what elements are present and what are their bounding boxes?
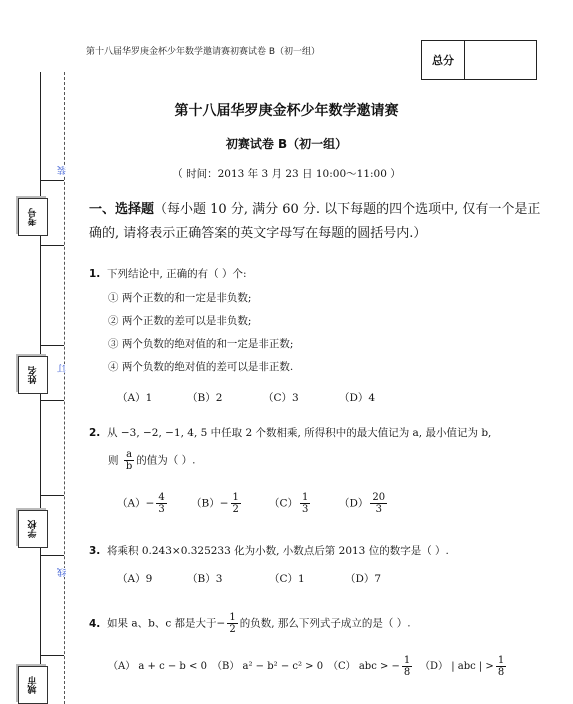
option-a: （A）1 [117,392,153,404]
school-label: 学校 [18,510,48,548]
option-a: （A）− $\frac{4}{3}$ [117,492,165,515]
answer-options [108,655,508,678]
question-number: 1. [89,268,101,280]
option-b: （B）− $\frac{1}{2}$ [191,492,239,515]
statement: ③ 两个负数的绝对值的和一定是非正数; [108,338,294,350]
answer-options [117,571,381,586]
margin-rule [40,655,64,656]
option-b: （B）3 [187,573,223,585]
statement: ② 两个正数的差可以是非负数; [108,315,252,327]
option-d: （D）7 [345,573,382,585]
question-stem: 下列结论中, 正确的有（ ）个: [107,268,247,280]
page-title: 第十八届华罗庚金杯少年数学邀请赛 [174,103,399,119]
margin-rule [40,555,64,556]
running-title: 第十八届华罗庚金杯少年数学邀请赛初赛试卷 B（初一组） [86,47,321,57]
cut-mark-xian: 线 [58,568,68,577]
question-1 [89,266,247,283]
question-2 [89,425,491,442]
option-a: （A） a + c − b < 0 [108,661,207,672]
exam-time: （ 时间：2013 年 3 月 23 日 10:00～11:00 ） [172,168,401,180]
option-c: （C） abc > − $\frac{1}{8}$ [328,655,411,678]
question-2-line2: 则 $\frac{a}{b}$ 的值为（ ）. [108,449,196,472]
option-d: （D）4 [339,392,376,404]
answer-options [117,390,375,405]
question-number: 4. [89,617,101,630]
margin-rule [40,345,64,346]
fraction-a-over-b: $\frac{a}{b}$ [125,449,133,472]
section-heading [89,198,549,246]
option-b: （B） a² − b² − c² > 0 [212,661,324,672]
question-number: 2. [89,427,101,439]
answer-options [117,492,389,515]
question-number: 3. [89,545,101,557]
option-c: （C）1 [269,573,305,585]
statement: ① 两个正数的和一定是非负数; [108,292,252,304]
margin-rule [40,400,64,401]
cut-mark-zhuang: 装 [58,166,68,175]
question-4: 4. 如果 a、b、c 都是大于− $\frac{1}{2}$ 的负数, 那么下列式子成立的是（ ）. [89,612,411,635]
cut-mark-ding: 订 [58,364,68,373]
exam-number-label: 考号 [18,198,48,236]
page-subtitle: 初赛试卷 B（初一组） [225,137,348,151]
option-c: （C） $\frac{1}{3}$ [269,492,309,515]
city-label: 城市 [18,666,48,704]
option-c: （C）3 [263,392,299,404]
section-title: 一、选择题 [89,202,155,217]
total-score-box [421,40,537,80]
option-d: （D） | abc | > $\frac{1}{8}$ [420,655,505,678]
question-3 [89,543,449,560]
question-stem: 将乘积 0.243×0.325233 化为小数, 小数点后第 2013 位的数字是（ ）. [107,545,449,557]
question-stem: 从 −3, −2, −1, 4, 5 中任取 2 个数相乘, 所得积中的最大值记为 a, 最小值记为 b, [107,427,492,439]
statement: ④ 两个负数的绝对值的差可以是非正数. [108,361,294,373]
name-label: 姓名 [18,356,48,394]
section-instructions: （每小题 10 分, 满分 60 分. 以下每题的四个选项中, 仅有一个是正确的, 请将表示正确答案的英文字母写在每题的圆括号内.） [89,202,541,241]
fraction-one-half: $\frac{1}{2}$ [229,612,236,635]
total-score-field[interactable] [465,41,536,79]
margin-rule [40,245,64,246]
total-score-label: 总分 [422,41,465,79]
margin-rule [40,495,64,496]
option-a: （A）9 [117,573,153,585]
option-b: （B）2 [187,392,223,404]
option-d: （D） $\frac{20}{3}$ [339,492,386,515]
